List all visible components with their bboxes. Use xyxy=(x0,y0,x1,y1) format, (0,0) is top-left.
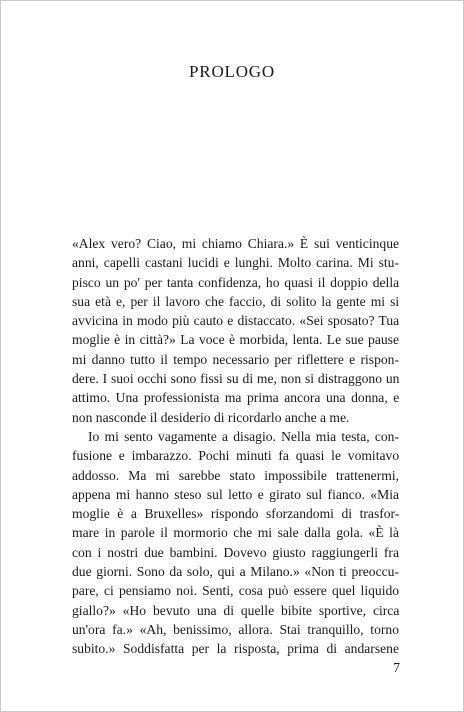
text-line: giallo?» «Ho bevuto una di quelle bibite sportive, circa xyxy=(72,602,400,618)
text-line: dere. I suoi occhi sono fissi su di me, non si distraggono un xyxy=(72,371,400,387)
text-line: addosso. Ma mi sarebbe stato impossibile trattenermi, xyxy=(72,467,399,483)
text-line: appena mi hanno steso sul letto e girato sul fianco. «Mia xyxy=(72,486,399,502)
paragraph-1 xyxy=(72,234,399,427)
text-line: subito.» Soddisfatta per la risposta, prima di andarsene xyxy=(72,641,399,657)
text-line: Io mi sento vagamente a disagio. Nella mia testa, con- xyxy=(88,428,399,444)
text-line: moglie è a Bruxelles» rispondo sforzandomi di trasfor- xyxy=(72,506,400,522)
text-line: mare in parole il mormorio che mi sale dalla gola. «È là xyxy=(72,525,399,541)
text-line: con i nostri due bambini. Dovevo giusto raggiungerli fra xyxy=(72,544,399,560)
text-line: mi danno tutto il tempo necessario per riflettere e rispon- xyxy=(72,351,399,367)
text-line: moglie è in città?» La voce è morbida, lenta. Le sue pause xyxy=(72,332,399,348)
text-line: avvicina in modo più cauto e distaccato. «Sei sposato? Tua xyxy=(72,313,400,329)
text-line: sua età e, per il lavoro che faccio, di solito la gente mi si xyxy=(72,293,400,309)
text-line: pare, ci pensiamo noi. Senti, cosa può essere quel liquido xyxy=(72,583,400,599)
paragraph-2 xyxy=(72,427,399,659)
body-text xyxy=(72,234,399,659)
text-line: due giorni. Sono da solo, qui a Milano.» «Non ti preoccu- xyxy=(72,564,399,580)
text-line: non nasconde il desiderio di ricordarlo anche a me. xyxy=(72,409,350,425)
text-line: attimo. Una professionista ma prima ancora una donna, e xyxy=(72,390,400,406)
text-line: «Alex vero? Ciao, mi chiamo Chiara.» È sui venticinque xyxy=(72,236,400,251)
text-line: anni, capelli castani lucidi e lunghi. Molto carina. Mi stu- xyxy=(72,255,399,271)
text-line: fusione e imbarazzo. Pochi minuti fa quasi le vomitavo xyxy=(72,448,400,464)
text-line: un'ora fa.» «Ah, benissimo, allora. Stai tranquillo, torno xyxy=(72,621,399,637)
text-line: pisco un po' per tanta confidenza, ho quasi il doppio della xyxy=(72,274,400,290)
page-number: 7 xyxy=(393,660,400,675)
chapter-title: PROLOGO xyxy=(189,62,275,81)
